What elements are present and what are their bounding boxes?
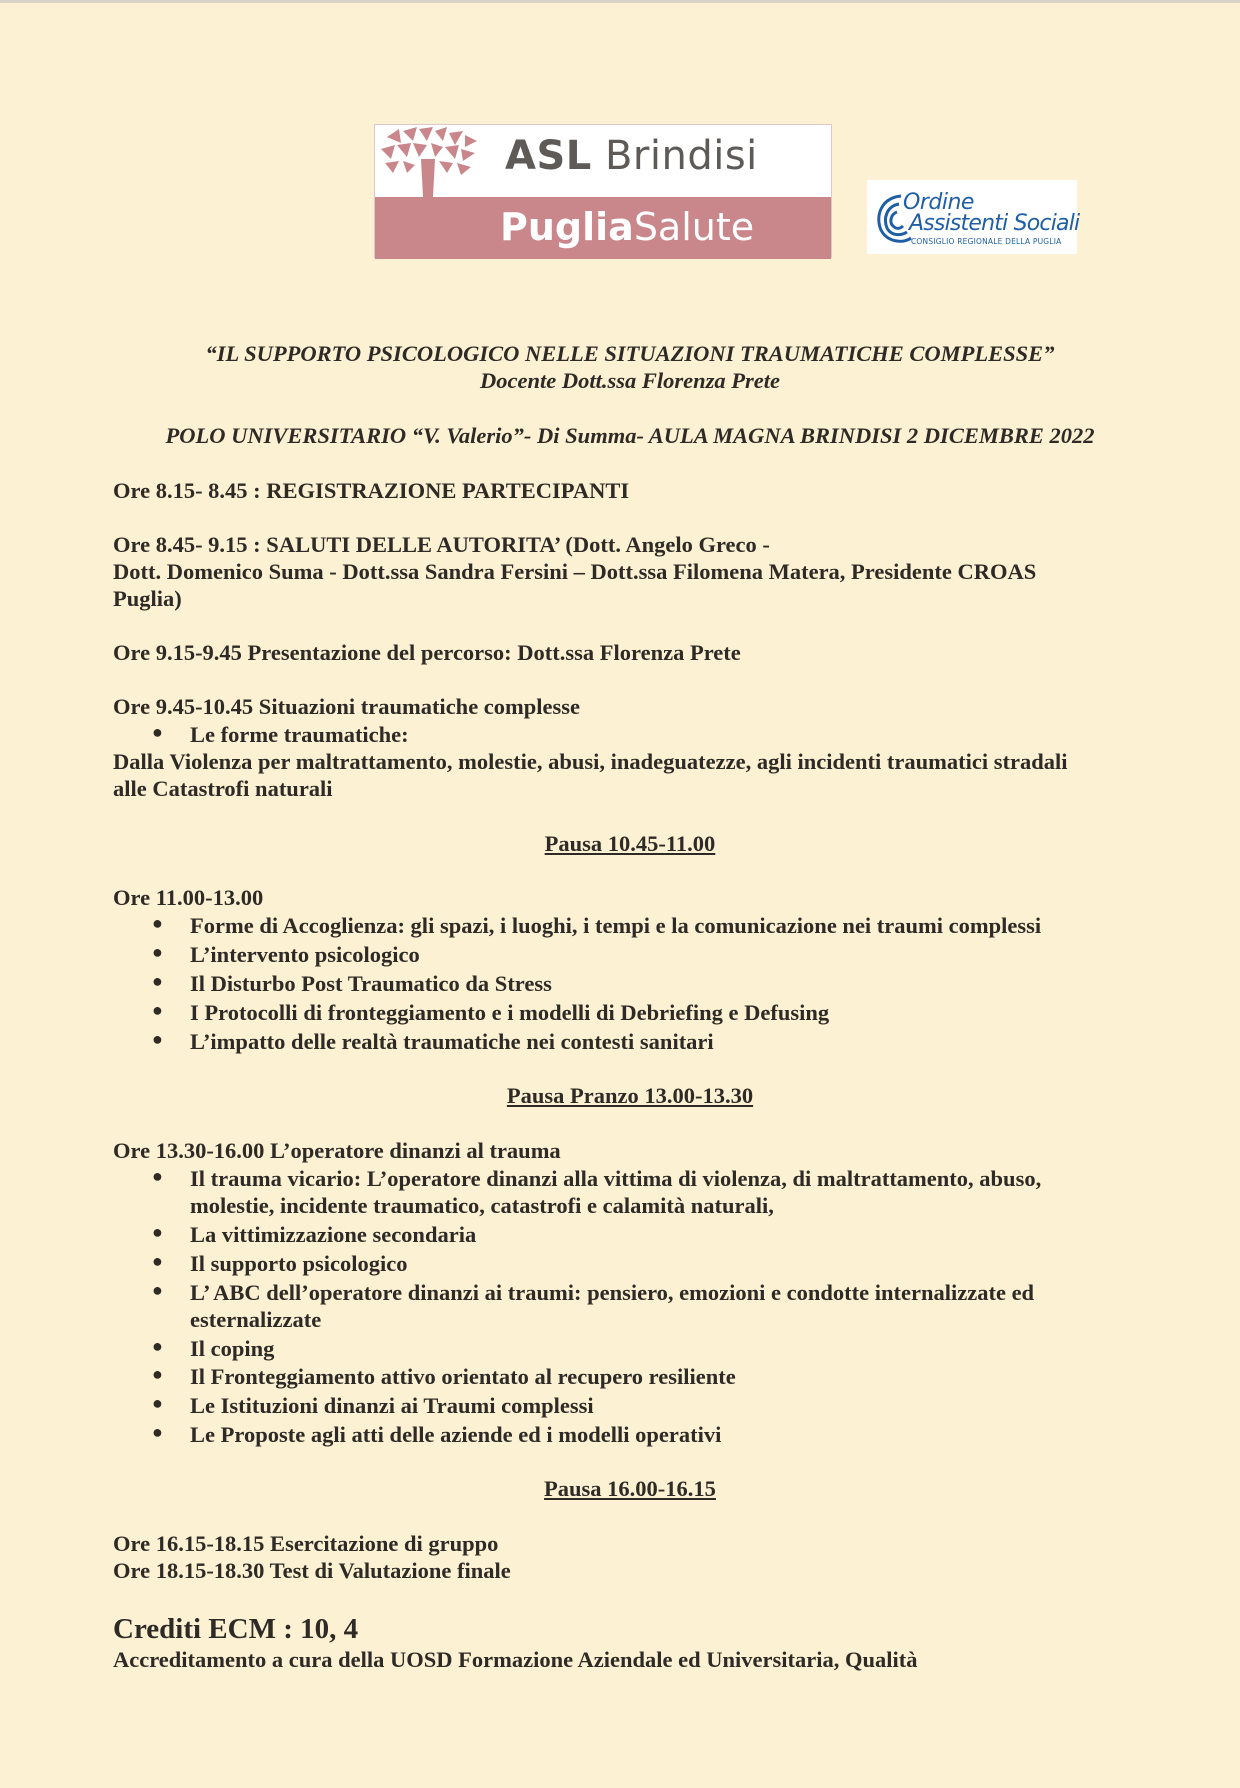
- asl-logo-subtitle: PugliaSalute: [500, 205, 755, 249]
- bullet-icon: ●: [152, 1364, 163, 1384]
- session3-title: Ore 13.30-16.00 L’operatore dinanzi al trauma: [113, 1138, 561, 1163]
- presentation-line: Ore 9.15-9.45 Presentazione del percorso: Dott.ssa Florenza Prete: [113, 640, 741, 665]
- bullet-icon: ●: [152, 1422, 163, 1442]
- session3-item-continued: molestie, incidente traumatico, catastrofi e calamità naturali,: [190, 1193, 774, 1218]
- document-title: “IL SUPPORTO PSICOLOGICO NELLE SITUAZIONI TRAUMATICHE COMPLESSE”: [205, 341, 1055, 366]
- session2-title: Ore 11.00-13.00: [113, 885, 264, 910]
- session2-item: L’impatto delle realtà traumatiche nei contesti sanitari: [190, 1029, 714, 1054]
- bullet-icon: ●: [152, 971, 163, 991]
- greetings-line-1: Ore 8.45- 9.15 : SALUTI DELLE AUTORITA’ (Dott. Angelo Greco -: [113, 532, 770, 557]
- bullet-icon: ●: [152, 1166, 163, 1186]
- bullet-icon: ●: [152, 1393, 163, 1413]
- session1-text-1: Dalla Violenza per maltrattamento, molestie, abusi, inadeguatezze, agli incidenti traumatici stradali: [113, 749, 1068, 774]
- break-2: Pausa 16.00-16.15: [544, 1476, 716, 1501]
- session3-item-continued: esternalizzate: [190, 1307, 322, 1332]
- bullet-icon: ●: [152, 942, 163, 962]
- session1-text-2: alle Catastrofi naturali: [113, 776, 333, 801]
- oas-logo-line2: Assistenti Sociali: [909, 211, 1080, 236]
- credits-title: Crediti ECM : 10, 4: [113, 1613, 359, 1645]
- asl-brindisi-logo: [374, 124, 832, 258]
- oas-logo-line1: Ordine: [903, 190, 974, 215]
- session3-item: La vittimizzazione secondaria: [190, 1222, 477, 1247]
- break-1: Pausa 10.45-11.00: [544, 831, 716, 856]
- group-work-line: Ore 16.15-18.15 Esercitazione di gruppo: [113, 1531, 499, 1556]
- final-test-line: Ore 18.15-18.30 Test di Valutazione finale: [113, 1558, 511, 1583]
- bullet-icon: ●: [152, 1280, 163, 1300]
- session3-item: L’ ABC dell’operatore dinanzi ai traumi: pensiero, emozioni e condotte internalizzate ed: [190, 1280, 1035, 1305]
- bullet-icon: ●: [152, 1251, 163, 1271]
- bullet-icon: ●: [152, 1029, 163, 1049]
- lunch-break: Pausa Pranzo 13.00-13.30: [506, 1083, 754, 1108]
- session2-item: Forme di Accoglienza: gli spazi, i luoghi, i tempi e la comunicazione nei traumi complessi: [190, 913, 1042, 938]
- bullet-icon: ●: [152, 913, 163, 933]
- bullet-icon: ●: [152, 1336, 163, 1356]
- page-top-border: [0, 0, 1240, 3]
- session3-item: Le Proposte agli atti delle aziende ed i modelli operativi: [190, 1422, 722, 1447]
- session1-title: Ore 9.45-10.45 Situazioni traumatiche complesse: [113, 694, 581, 719]
- bullet-icon: ●: [152, 1000, 163, 1020]
- greetings-line-3: Puglia): [113, 586, 182, 611]
- bullet-icon: ●: [152, 1222, 163, 1242]
- asl-logo-title: ASL Brindisi: [505, 133, 758, 179]
- oas-logo-line3: CONSIGLIO REGIONALE DELLA PUGLIA: [911, 237, 1062, 246]
- session1-bullet: Le forme traumatiche:: [190, 722, 409, 747]
- session3-item: Il coping: [190, 1336, 275, 1361]
- session3-item: Il supporto psicologico: [190, 1251, 408, 1276]
- session2-item: Il Disturbo Post Traumatico da Stress: [190, 971, 552, 996]
- ordine-assistenti-sociali-logo: [867, 180, 1080, 254]
- bullet-icon: ●: [152, 722, 163, 742]
- venue-line: POLO UNIVERSITARIO “V. Valerio”- Di Summa- AULA MAGNA BRINDISI 2 DICEMBRE 2022: [165, 423, 1095, 448]
- session3-item: Il Fronteggiamento attivo orientato al recupero resiliente: [190, 1364, 736, 1389]
- session3-item: Le Istituzioni dinanzi ai Traumi complessi: [190, 1393, 594, 1418]
- greetings-line-2: Dott. Domenico Suma - Dott.ssa Sandra Fersini – Dott.ssa Filomena Matera, Presidente CROAS: [113, 559, 1037, 584]
- teacher-line: Docente Dott.ssa Florenza Prete: [480, 368, 780, 393]
- tree-icon: [377, 127, 483, 197]
- session2-item: I Protocolli di fronteggiamento e i modelli di Debriefing e Defusing: [190, 1000, 830, 1025]
- credits-note: Accreditamento a cura della UOSD Formazione Aziendale ed Universitaria, Qualità: [113, 1647, 918, 1672]
- registration-line: Ore 8.15- 8.45 : REGISTRAZIONE PARTECIPANTI: [113, 478, 630, 503]
- session2-item: L’intervento psicologico: [190, 942, 420, 967]
- session3-item: Il trauma vicario: L’operatore dinanzi alla vittima di violenza, di maltrattamento, abuso,: [190, 1166, 1042, 1191]
